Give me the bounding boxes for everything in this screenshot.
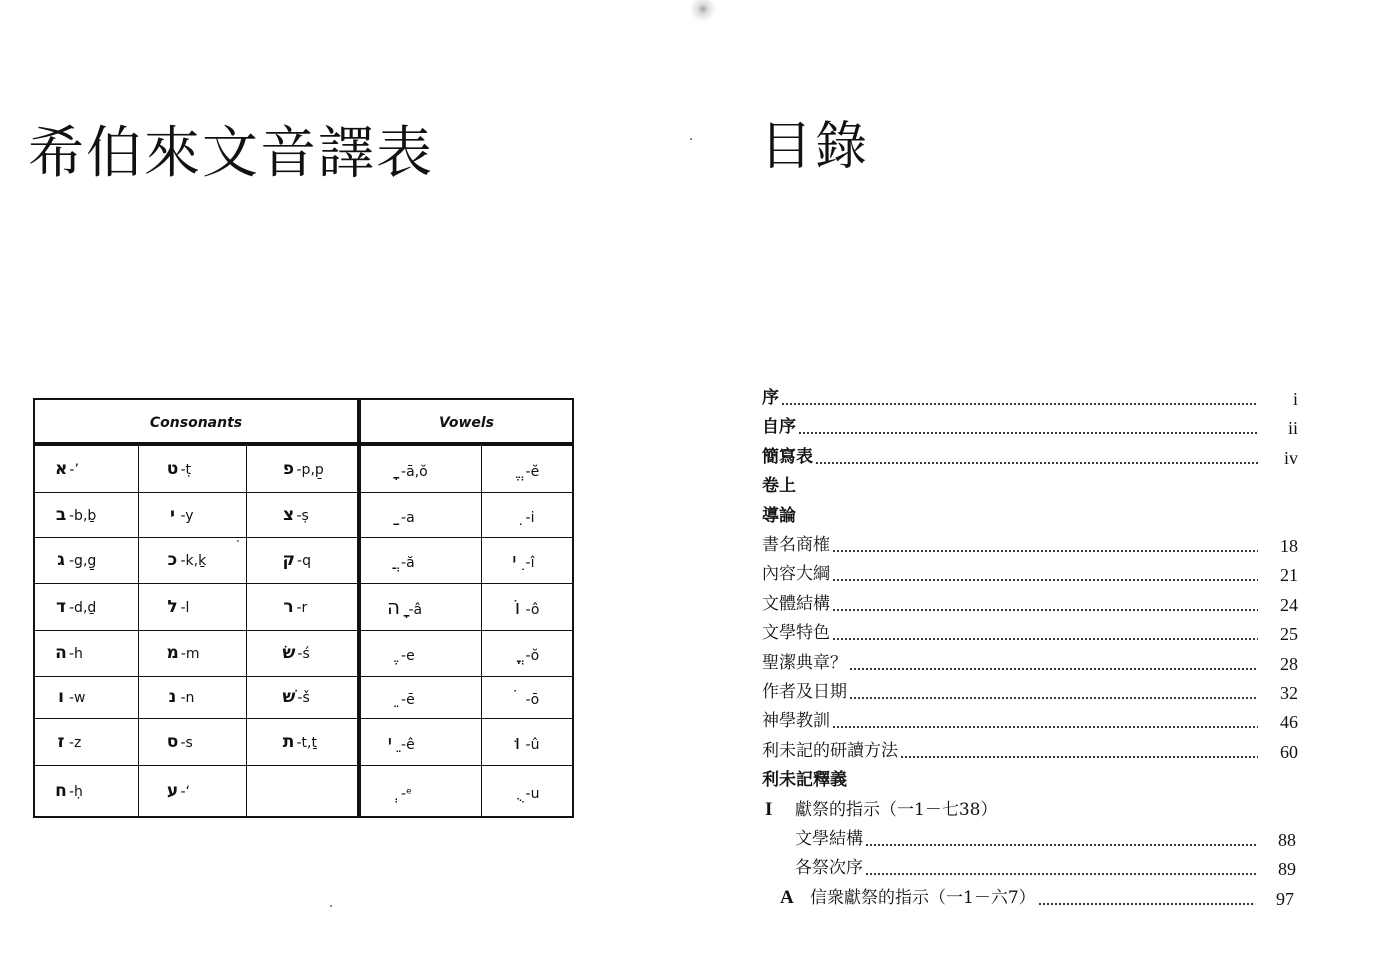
vowel-cell [359, 765, 481, 817]
hebrew-vowel-sign: ֲ [389, 548, 397, 572]
vowel-cell [481, 537, 573, 583]
page-title: 目錄 [760, 117, 871, 177]
toc-entry [780, 884, 1294, 912]
transliteration: -ŏ [525, 648, 540, 664]
consonant-cell [246, 583, 359, 630]
consonant-cell [34, 583, 138, 630]
toc-entry-label: 文學結構 [795, 829, 863, 849]
vowel-cell [481, 718, 573, 765]
table-body [34, 444, 573, 817]
table-row [34, 765, 573, 817]
toc-entry [762, 531, 1298, 559]
hebrew-vowel-sign: ֵי [387, 729, 399, 754]
transliteration: -t,ṯ [296, 734, 317, 751]
toc-dot-leader [815, 459, 1258, 465]
toc-entry-label: 各祭次序 [795, 858, 863, 879]
toc-page-number: 97 [1276, 888, 1294, 909]
hebrew-vowel-sign: ַ [389, 502, 397, 527]
transliteration: -l [180, 599, 190, 616]
hebrew-vowel-sign: ְ [389, 778, 397, 803]
consonants-header: Consonants [34, 399, 359, 444]
transliteration: -g,g̱ [69, 553, 97, 569]
consonant-cell [138, 630, 246, 676]
consonant-cell [138, 676, 246, 718]
vowel-cell [481, 630, 573, 676]
hebrew-letter: פ [282, 458, 295, 479]
consonant-cell [34, 718, 138, 765]
hebrew-letter: ט [166, 458, 179, 479]
hebrew-letter: ו [58, 687, 64, 707]
table-row [34, 492, 573, 537]
toc-dot-leader [849, 665, 1258, 671]
vowel-cell [481, 765, 573, 817]
transliteration: -n [180, 690, 195, 706]
table-row [34, 444, 573, 492]
hebrew-vowel-sign: ֳ [514, 641, 521, 665]
transliteration-table [33, 398, 574, 818]
toc-dot-leader [900, 753, 1258, 759]
hebrew-letter: י [169, 504, 175, 525]
toc-entry [762, 766, 1298, 794]
consonant-cell [246, 537, 359, 583]
consonant-cell [138, 718, 246, 765]
hebrew-vowel-sign: ֶ [389, 641, 397, 665]
toc-page-number: iv [1283, 447, 1298, 468]
vowel-cell [359, 492, 481, 537]
toc-entry [762, 472, 1298, 500]
hebrew-letter: ד [56, 596, 66, 617]
toc-entry-label: 神學教訓 [762, 711, 830, 732]
transliteration: -i [525, 509, 535, 526]
transliteration: -ṣ [296, 507, 309, 524]
hebrew-letter: ג [57, 550, 65, 570]
consonant-cell [246, 718, 359, 765]
toc-dot-leader [832, 547, 1258, 553]
table-header [34, 399, 573, 444]
consonant-cell [138, 583, 246, 630]
toc-entry-label: 聖潔典章？ [762, 652, 847, 673]
consonant-cell [34, 537, 138, 583]
toc-entry [762, 707, 1298, 735]
toc-page-number: 28 [1280, 653, 1298, 674]
transliteration: -î [525, 555, 535, 571]
hebrew-letter: א [55, 458, 68, 479]
toc-entry-label: 書名商榷 [762, 535, 830, 555]
transliteration: -ē [401, 692, 415, 708]
transliteration: -‘ [180, 783, 191, 800]
toc-page-number: 21 [1280, 565, 1298, 586]
toc-entry-label: 文體結構 [762, 593, 830, 614]
consonant-cell [138, 765, 246, 817]
hebrew-letter: שׂ [282, 643, 296, 663]
transliteration: -y [180, 507, 194, 524]
hebrew-vowel-sign: ָה [387, 594, 407, 619]
hebrew-letter: ר [283, 596, 294, 617]
hebrew-letter: נ [168, 687, 177, 707]
consonant-cell [138, 537, 246, 583]
hebrew-letter: ע [166, 780, 179, 801]
toc-entry [762, 737, 1298, 765]
toc-dot-leader [832, 606, 1258, 612]
consonant-cell [34, 765, 138, 817]
hebrew-vowel-sign: ִ [514, 502, 521, 527]
vowel-cell [359, 718, 481, 765]
toc-entry-label: 自序 [762, 417, 796, 438]
hebrew-letter: צ [282, 504, 295, 525]
table-row [34, 676, 573, 718]
page-title: 希伯來文音譯表 [28, 121, 434, 186]
hebrew-letter: ס [166, 731, 179, 752]
toc-entry [762, 384, 1298, 412]
hebrew-vowel-sign: ֹ [514, 685, 521, 709]
consonant-cell [138, 444, 246, 492]
consonant-cell [246, 630, 359, 676]
toc-entry [762, 678, 1298, 706]
transliteration: -ᵉ [401, 785, 412, 802]
toc-page-number: 89 [1278, 859, 1296, 880]
toc-entry-label: 信衆獻祭的指示（一1－六7） [810, 887, 1036, 908]
transliteration: -k,ḵ [180, 553, 207, 569]
table-row [34, 583, 573, 630]
toc-entry [762, 619, 1298, 647]
toc-entry-label: 獻祭的指示（一1－七38） [795, 799, 998, 820]
toc-page-number: i [1292, 389, 1298, 409]
transliteration: -w [69, 690, 86, 706]
table-row [34, 537, 573, 583]
toc-entry [762, 649, 1298, 677]
vowel-cell [359, 676, 481, 718]
toc-entry-label: 序 [762, 388, 779, 408]
hebrew-vowel-sign: ֵ [389, 685, 397, 709]
transliteration: -ṭ [180, 461, 192, 478]
vowel-cell [481, 444, 573, 492]
consonant-cell [34, 444, 138, 492]
toc-page-number: 46 [1280, 712, 1298, 733]
toc-entry-label: 內容大綱 [762, 564, 830, 585]
toc-dot-leader [832, 635, 1258, 641]
consonant-cell [246, 676, 359, 718]
transliteration: -a [401, 509, 415, 526]
hebrew-letter: כ [167, 550, 178, 570]
toc-dot-leader [832, 576, 1258, 582]
hebrew-vowel-sign: ָ [389, 456, 397, 481]
toc-entry-label: 利未記的研讀方法 [762, 740, 898, 761]
hebrew-letter: ב [55, 504, 67, 525]
toc-entry [762, 502, 1298, 530]
consonant-cell [34, 676, 138, 718]
toc-entry-label: 導論 [762, 505, 796, 526]
hebrew-vowel-sign: וּ [514, 729, 521, 754]
vowels-header: Vowels [359, 399, 573, 444]
vowel-cell [359, 444, 481, 492]
transliteration: -h [69, 646, 83, 662]
table-row [34, 718, 573, 765]
transliteration: -ă [401, 555, 415, 571]
transliteration: -e [401, 648, 415, 664]
transliteration: -r [296, 599, 308, 616]
vowel-cell [359, 537, 481, 583]
hebrew-letter: ת [282, 731, 295, 752]
transliteration: -z [69, 734, 82, 751]
transliteration: -q [297, 553, 311, 569]
toc-page-number: 88 [1278, 830, 1296, 850]
toc-dot-leader [1038, 900, 1254, 906]
hebrew-letter: ה [55, 643, 67, 663]
consonant-cell [246, 492, 359, 537]
hebrew-vowel-sign: ֻ [514, 778, 521, 803]
transliteration: -s [180, 734, 193, 751]
vowel-cell [359, 630, 481, 676]
toc-entry-label: 卷上 [762, 476, 796, 497]
consonant-cell [246, 765, 359, 817]
toc-page-number: 32 [1280, 683, 1298, 703]
hebrew-vowel-sign: ֱ [514, 456, 521, 481]
hebrew-letter: ל [167, 596, 178, 617]
toc-entry [795, 854, 1296, 882]
toc-entry [765, 796, 1298, 824]
hebrew-letter: ח [55, 780, 67, 801]
toc-dot-leader [832, 723, 1258, 729]
hebrew-vowel-sign: וֹ [514, 594, 521, 619]
hebrew-letter: מ [166, 643, 179, 663]
toc-page-number: ii [1287, 418, 1298, 439]
toc-entry-label: 文學特色 [762, 623, 830, 644]
toc-page-number: 25 [1280, 624, 1298, 645]
transliteration: -m [180, 646, 200, 662]
consonant-cell [34, 630, 138, 676]
hebrew-letter: שׁ [282, 687, 296, 707]
transliteration: -û [525, 736, 540, 753]
toc-dot-leader [798, 429, 1258, 435]
toc-dot-leader [849, 694, 1258, 700]
hebrew-letter: ז [57, 731, 65, 752]
transliteration: -ō [525, 692, 540, 708]
toc-page-number: 24 [1280, 594, 1298, 615]
transliteration: -’ [69, 461, 79, 478]
transliteration: -ā,ŏ [401, 463, 428, 480]
vowel-cell [481, 583, 573, 630]
toc-entry-label: 作者及日期 [762, 682, 847, 702]
table-header-row [34, 399, 573, 444]
transliteration: -š [297, 690, 310, 706]
toc-entry [762, 413, 1298, 441]
toc-dot-leader [865, 841, 1256, 847]
consonant-cell [34, 492, 138, 537]
toc-entry [795, 825, 1296, 853]
vowel-cell [481, 492, 573, 537]
consonant-cell [138, 492, 246, 537]
transliteration: -b,ḇ [69, 507, 97, 524]
toc-dot-leader [865, 870, 1256, 876]
hebrew-letter: ק [282, 550, 296, 570]
toc-page-number: 18 [1280, 536, 1298, 556]
hebrew-vowel-sign: ִי [512, 548, 523, 572]
transliteration: -ś [297, 646, 310, 662]
vowel-cell [481, 676, 573, 718]
toc-entry [762, 590, 1298, 618]
toc-page-number: 60 [1280, 741, 1298, 762]
table-row [34, 630, 573, 676]
toc-dot-leader [781, 400, 1258, 406]
transliteration: -p,p̱ [296, 461, 324, 478]
transliteration: -ḥ [69, 783, 83, 800]
transliteration: -ĕ [525, 463, 540, 480]
toc-entry-label: 利未記釋義 [762, 770, 847, 791]
toc-entry [762, 443, 1298, 471]
consonant-cell [246, 444, 359, 492]
transliteration: -ô [525, 601, 540, 618]
toc-section-marker: A [780, 886, 794, 908]
toc-entry [762, 560, 1298, 588]
toc-section-marker: I [765, 798, 773, 820]
transliteration: -â [408, 601, 423, 618]
transliteration: -u [525, 785, 540, 802]
transliteration: -ê [401, 736, 415, 753]
toc-entry-label: 簡寫表 [762, 446, 813, 467]
vowel-cell [359, 583, 481, 630]
transliteration: -d,ḏ [69, 599, 97, 616]
right-page [700, 0, 1400, 961]
